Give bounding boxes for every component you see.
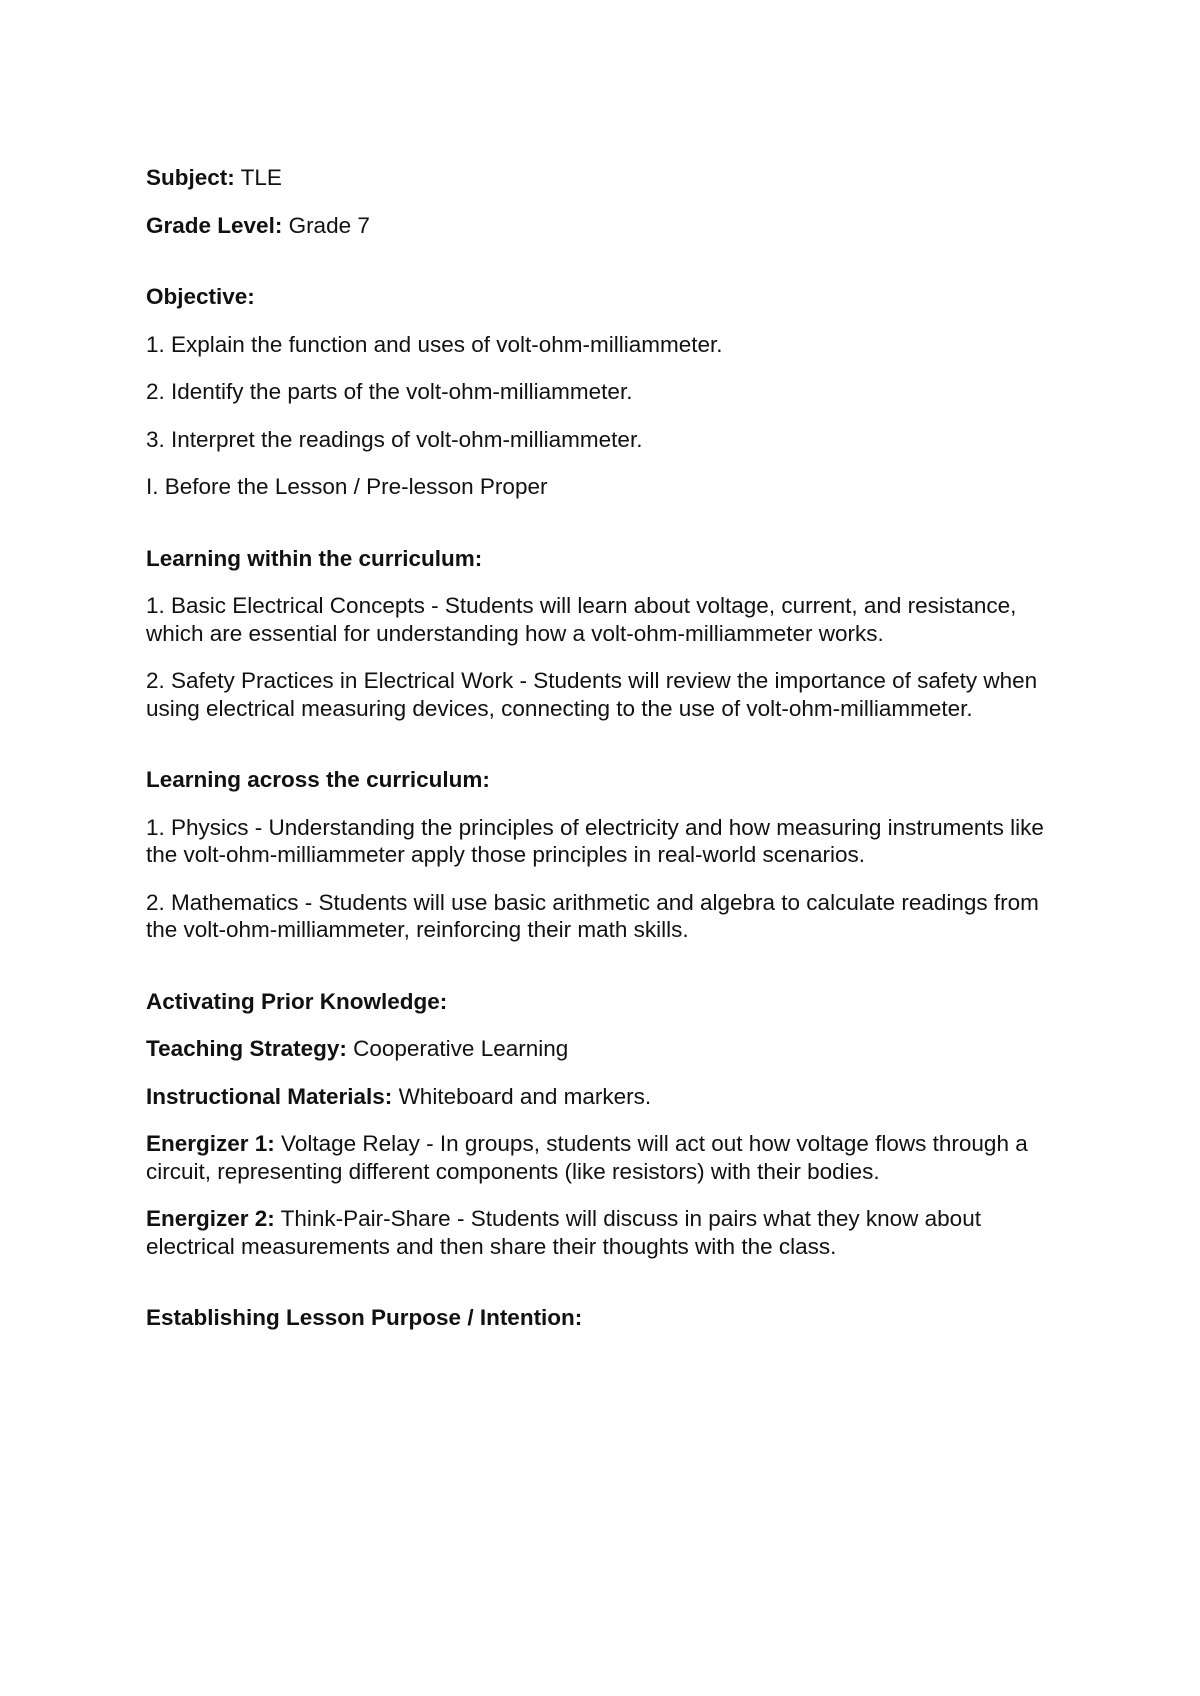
lesson-plan-body [146, 164, 1066, 1352]
objective-heading: Objective: [146, 284, 255, 309]
teaching-strategy-line [146, 1035, 1066, 1063]
instructional-materials-label: Instructional Materials: [146, 1083, 393, 1109]
energizer-1-value: Voltage Relay - In groups, students will act out how voltage flows through a circuit, representing different components (like resistors) with their bodies. [146, 1131, 1028, 1184]
subject-label: Subject: [146, 165, 235, 190]
learning-across-item: 2. Mathematics - Students will use basic arithmetic and algebra to calculate readings from the volt-ohm-milliammeter, reinforcing their math skills. [146, 889, 1039, 942]
lesson-purpose-heading: Establishing Lesson Purpose / Intention: [146, 1305, 583, 1330]
energizer-1-label: Energizer 1: [146, 1131, 275, 1156]
teaching-strategy-value: Cooperative Learning [346, 1036, 569, 1061]
energizer-2-line [146, 1205, 1066, 1260]
energizer-1-line [146, 1130, 1066, 1185]
objective-item: 1. Explain the function and uses of volt-ohm-milliammeter. [146, 331, 723, 357]
grade-level-value: Grade 7 [282, 212, 370, 238]
objective-item: 3. Interpret the readings of volt-ohm-milliammeter. [146, 426, 643, 452]
energizer-2-label: Energizer 2: [146, 1206, 275, 1231]
learning-within-item: 1. Basic Electrical Concepts - Students will learn about voltage, current, and resistance, which are essential for understanding how a volt-ohm-milliammeter works. [146, 593, 1017, 646]
objective-item: 2. Identify the parts of the volt-ohm-milliammeter. [146, 379, 633, 404]
grade-level-line [146, 212, 1066, 240]
instructional-materials-line [146, 1083, 1066, 1111]
grade-level-label: Grade Level: [146, 212, 283, 238]
learning-within-item: 2. Safety Practices in Electrical Work - Students will review the importance of safety when using electrical measuring devices, connecting to the use of volt-ohm-milliammeter. [146, 668, 1038, 721]
learning-across-heading: Learning across the curriculum: [146, 767, 490, 792]
teaching-strategy-label: Teaching Strategy: [146, 1036, 347, 1061]
learning-within-heading: Learning within the curriculum: [146, 545, 483, 571]
pre-lesson-heading: I. Before the Lesson / Pre-lesson Proper [146, 474, 548, 499]
energizer-2-value: Think-Pair-Share - Students will discuss in pairs what they know about electrical measurements and then share their thoughts with the class. [146, 1206, 981, 1259]
prior-knowledge-heading: Activating Prior Knowledge: [146, 988, 448, 1014]
subject-line [146, 164, 1066, 192]
learning-across-item: 1. Physics - Understanding the principles of electricity and how measuring instruments like the volt-ohm-milliammeter apply those principles in real-world scenarios. [146, 814, 1044, 867]
subject-value: TLE [234, 165, 282, 190]
instructional-materials-value: Whiteboard and markers. [392, 1083, 652, 1109]
